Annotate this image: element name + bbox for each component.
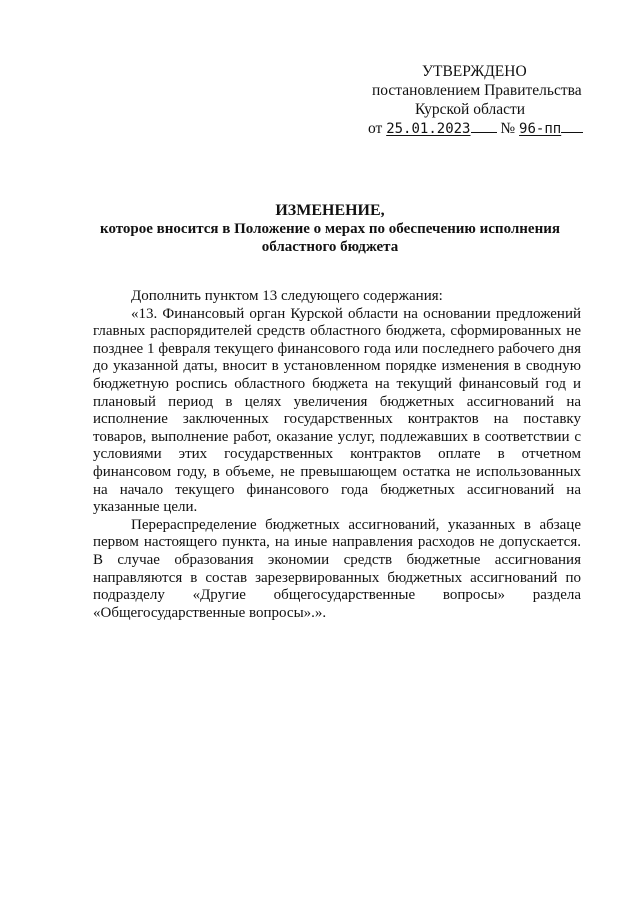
approval-date: 25.01.2023 <box>386 121 471 137</box>
paragraph-intro: Дополнить пунктом 13 следующего содержания: <box>131 288 443 304</box>
date-prefix: от <box>368 120 383 137</box>
approval-authority: постановлением Правительства <box>372 82 582 99</box>
title-line-2: которое вносится в Положение о мерах по обеспечению исполнения <box>100 221 560 237</box>
approval-date-number <box>360 119 600 139</box>
number-prefix: № <box>500 120 516 137</box>
number-underline <box>561 131 583 133</box>
title-main: ИЗМЕНЕНИЕ, <box>275 202 385 219</box>
paragraph-item-13: «13. Финансовый орган Курской области на основании предложений главных распорядителей средств областного бюджета, сформированных не позднее 1 февраля текущего финансового года или последнего рабочего дня до указанной даты, вносит в установленном порядке изменения в сводную бюджетную роспись областного бюджета на текущий финансовый год и плановый период в целях увеличения бюджетных ассигнований на исполнение заключенных государственных контрактов на поставку товаров, выполнение работ, оказание услуг, подлежавших в соответствии с условиями этих государственных контрактов оплате в отчетном финансовом году, в объеме, не превышающем остатка не использованных на начало текущего финансового года бюджетных ассигнований на указанные цели. <box>93 305 581 516</box>
title-line-3: областного бюджета <box>261 239 399 255</box>
approval-stamp <box>360 62 600 139</box>
approval-status: УТВЕРЖДЕНО <box>422 63 527 80</box>
paragraph-redistribution: Перераспределение бюджетных ассигнований, указанных в абзаце первом настоящего пункта, на иные направления расходов не допускается. В случае образования экономии средств бюджетные ассигнования направляются в состав зарезервированных бюджетных ассигнований по подразделу «Другие общегосударственные вопросы» раздела «Общегосударственные вопросы».». <box>93 516 581 621</box>
approval-number: 96-пп <box>519 121 562 137</box>
approval-region: Курской области <box>415 101 526 118</box>
document-title <box>60 202 600 256</box>
document-body <box>93 288 581 622</box>
date-underline <box>471 131 497 133</box>
